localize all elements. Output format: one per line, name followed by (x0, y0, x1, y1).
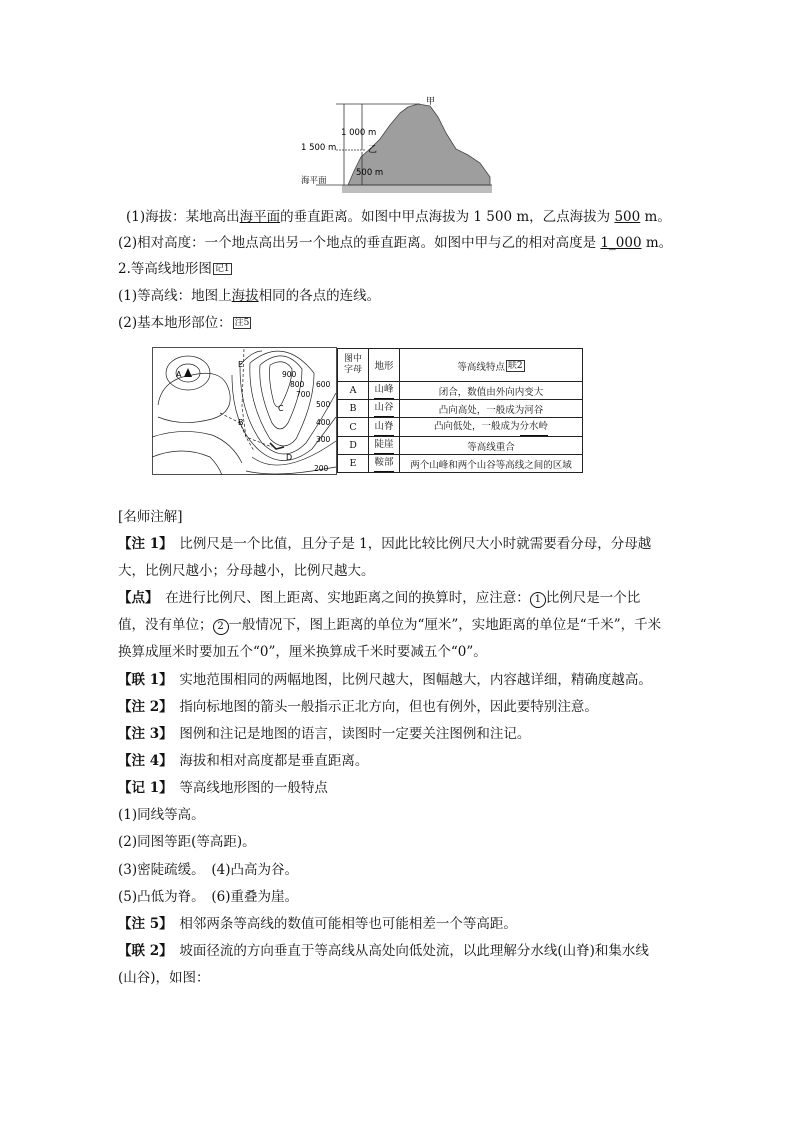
peak-label: 甲 (426, 97, 436, 107)
header-letter: 图中字母 (338, 349, 369, 382)
link-1: 【联 1】 实地范围相同的两幅地图，比例尺越大，图幅越大，内容越详细，精确度越高。 (118, 672, 652, 688)
feature-1: (1)同线等高。 (118, 807, 205, 823)
contour-800: 800 (290, 380, 305, 389)
point-line-2: 值，没有单位； 2 一般情况下，图上距离的单位为“厘米”，实地距离的单位是“千米”，千米 (118, 617, 662, 633)
feature-2: (2)同图等距(等高距)。 (118, 834, 256, 850)
contour-600: 600 (316, 380, 331, 389)
peak-triangle-icon (184, 368, 192, 377)
relative-height-definition: (2)相对高度：一个地点高出另一个地点的垂直距离。如图中甲与乙的相对高度是 1_000 m。 (118, 235, 673, 251)
contour-400: 400 (316, 418, 331, 427)
basic-terrain-heading: (2)基本地形部位： 注5 (118, 315, 250, 331)
altitude-definition: (1)海拔：某地高出海平面的垂直距离。如图中甲点海拔为 1 500 m，乙点海拔为 500 m。 (126, 209, 671, 225)
table-header-row (338, 349, 583, 382)
link-2-line-1: 【联 2】 坡面径流的方向垂直于等高线从高处向低处流，以此理解分水线(山脊)和集水线 (118, 943, 649, 959)
map-label-a: A (176, 370, 182, 379)
table-row: E 鞍部 两个山峰和两个山谷等高线之间的区域 (338, 455, 583, 473)
sea-ground (342, 185, 492, 193)
link-2-line-2: (山谷)，如图： (118, 970, 210, 986)
feature-5-6: (5)凸低为脊。 (6)重叠为崖。 (118, 889, 298, 905)
altitude-diagram (296, 95, 496, 195)
point-line-1: 【点】 在进行比例尺、图上距离、实地距离之间的换算时，应注意： 1 比例尺是一个比 (118, 590, 641, 606)
memo-1: 【记 1】 等高线地形图的一般特点 (118, 780, 328, 796)
point-label: 乙 (368, 145, 378, 155)
notes-heading: [名师注解] (118, 509, 183, 525)
contour-500: 500 (316, 400, 331, 409)
note-1-line-2: 大，比例尺越小；分母越小，比例尺越大。 (118, 563, 375, 579)
label-1500: 1 500 m (301, 143, 337, 153)
table-row: C 山脊 凸向低处，一般成为分水岭 (338, 418, 583, 437)
map-label-d: D (286, 453, 293, 462)
note-4: 【注 4】 海拔和相对高度都是垂直距离。 (118, 753, 369, 769)
note-3: 【注 3】 图例和注记是地图的语言，读图时一定要关注图例和注记。 (118, 726, 531, 742)
contour-700: 700 (296, 390, 311, 399)
table-row: B 山谷 凸向高处，一般成为河谷 (338, 400, 583, 418)
table-row: D 陡崖 等高线重合 (338, 437, 583, 455)
circled-number-1: 1 (530, 592, 546, 608)
circled-number-2: 2 (213, 619, 229, 635)
map-label-c: C (278, 404, 284, 413)
note-5: 【注 5】 相邻两条等高线的数值可能相等也可能相差一个等高距。 (118, 916, 517, 932)
map-label-e: E (238, 360, 244, 369)
contour-map (152, 347, 337, 475)
map-label-b: B (238, 418, 244, 427)
label-1000: 1 000 m (341, 128, 377, 138)
section-2-title: 2.等高线地形图 记1 (118, 261, 230, 277)
table-row: A 山峰 闭合，数值由外向内变大 (338, 382, 583, 400)
header-terrain: 地形 (369, 349, 400, 382)
contour-200: 200 (314, 464, 329, 473)
header-feature: 等高线特点 联2 (400, 349, 583, 382)
terrain-table (337, 348, 583, 473)
contour-300: 300 (316, 435, 331, 444)
sea-level-label: 海平面 (301, 176, 327, 186)
contour-definition: (1)等高线：地图上海拔相同的各点的连线。 (118, 288, 381, 304)
contour-900: 900 (282, 370, 297, 379)
point-line-3: 换算成厘米时要加五个“0”，厘米换算成千米时要减五个“0”。 (118, 644, 487, 660)
label-500: 500 m (356, 168, 384, 178)
feature-3-4: (3)密陡疏缓。 (4)凸高为谷。 (118, 862, 298, 878)
note-1-line-1: 【注 1】 比例尺是一个比值，且分子是 1，因此比较比例尺大小时就需要看分母，分母越 (118, 536, 652, 552)
note-2: 【注 2】 指向标地图的箭头一般指示正北方向，但也有例外，因此要特别注意。 (118, 699, 598, 715)
